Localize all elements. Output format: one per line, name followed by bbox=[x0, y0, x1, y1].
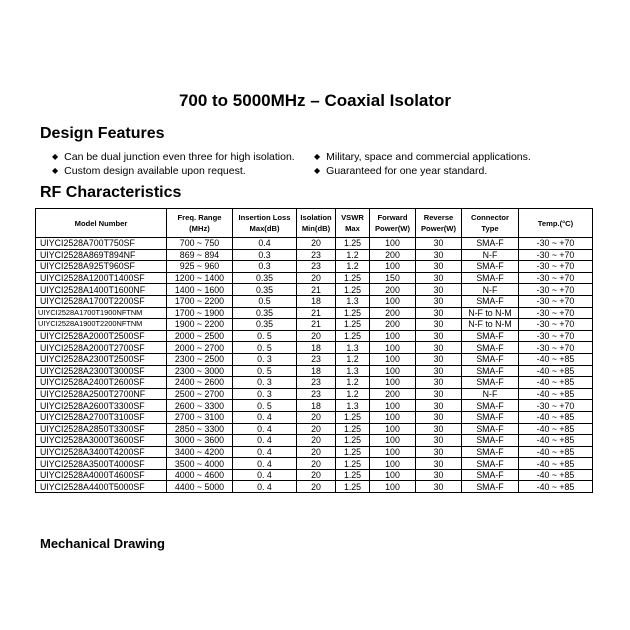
table-cell: 100 bbox=[370, 435, 416, 447]
model-number-cell: UIYCI2528A1400T1600NF bbox=[36, 284, 167, 296]
table-cell: -30 ~ +70 bbox=[519, 249, 593, 261]
model-number-cell: UIYCI2528A2000T2700SF bbox=[36, 342, 167, 354]
table-cell: 100 bbox=[370, 423, 416, 435]
model-number-cell: UIYCI2528A700T750SF bbox=[36, 238, 167, 250]
table-cell: 1.2 bbox=[336, 261, 370, 273]
table-cell: 0. 4 bbox=[233, 435, 297, 447]
table-cell: -40 ~ +85 bbox=[519, 435, 593, 447]
table-cell: 1.3 bbox=[336, 365, 370, 377]
table-cell: 23 bbox=[297, 353, 336, 365]
table-row bbox=[36, 411, 593, 423]
table-header-row bbox=[36, 209, 593, 238]
table-cell: 1.3 bbox=[336, 400, 370, 412]
table-cell: 0. 3 bbox=[233, 377, 297, 389]
table-cell: 20 bbox=[297, 423, 336, 435]
table-cell: 0.35 bbox=[233, 307, 297, 319]
table-cell: 1.3 bbox=[336, 295, 370, 307]
model-number-cell: UIYCI2528A2400T2600SF bbox=[36, 377, 167, 389]
table-row bbox=[36, 342, 593, 354]
table-cell: 100 bbox=[370, 365, 416, 377]
table-row bbox=[36, 481, 593, 493]
table-cell: 20 bbox=[297, 481, 336, 493]
model-number-cell: UIYCI2528A1900T2200NFTNM bbox=[36, 319, 167, 331]
table-cell: N-F bbox=[462, 249, 519, 261]
rf-characteristics-heading: RF Characteristics bbox=[40, 184, 182, 201]
column-header: Temp.(°C) bbox=[519, 209, 593, 238]
table-cell: 2500 ~ 2700 bbox=[167, 388, 233, 400]
table-cell: 0.35 bbox=[233, 272, 297, 284]
table-cell: 18 bbox=[297, 365, 336, 377]
table-cell: 1200 ~ 1400 bbox=[167, 272, 233, 284]
table-cell: SMA-F bbox=[462, 261, 519, 273]
table-cell: 20 bbox=[297, 272, 336, 284]
table-cell: 1.25 bbox=[336, 307, 370, 319]
table-cell: 100 bbox=[370, 411, 416, 423]
table-row bbox=[36, 249, 593, 261]
table-cell: 925 ~ 960 bbox=[167, 261, 233, 273]
table-cell: SMA-F bbox=[462, 411, 519, 423]
table-cell: 1.2 bbox=[336, 249, 370, 261]
table-row bbox=[36, 261, 593, 273]
table-cell: 100 bbox=[370, 400, 416, 412]
table-cell: 100 bbox=[370, 238, 416, 250]
table-cell: 30 bbox=[416, 295, 462, 307]
table-cell: 0. 5 bbox=[233, 400, 297, 412]
table-cell: 20 bbox=[297, 330, 336, 342]
table-cell: 30 bbox=[416, 353, 462, 365]
table-cell: 2400 ~ 2600 bbox=[167, 377, 233, 389]
model-number-cell: UIYCI2528A1700T1900NFTNM bbox=[36, 307, 167, 319]
table-cell: 30 bbox=[416, 330, 462, 342]
table-cell: 200 bbox=[370, 284, 416, 296]
table-cell: 1.25 bbox=[336, 330, 370, 342]
model-number-cell: UIYCI2528A4400T5000SF bbox=[36, 481, 167, 493]
table-cell: 30 bbox=[416, 400, 462, 412]
table-cell: 100 bbox=[370, 377, 416, 389]
table-cell: 4400 ~ 5000 bbox=[167, 481, 233, 493]
column-header: Reverse Power(W) bbox=[416, 209, 462, 238]
design-features-heading: Design Features bbox=[40, 125, 165, 142]
table-cell: 1.25 bbox=[336, 481, 370, 493]
table-cell: 20 bbox=[297, 469, 336, 481]
table-cell: 0.3 bbox=[233, 249, 297, 261]
table-row bbox=[36, 388, 593, 400]
table-cell: -30 ~ +70 bbox=[519, 400, 593, 412]
table-cell: SMA-F bbox=[462, 295, 519, 307]
table-cell: -30 ~ +70 bbox=[519, 238, 593, 250]
table-cell: 23 bbox=[297, 388, 336, 400]
model-number-cell: UIYCI2528A3400T4200SF bbox=[36, 446, 167, 458]
table-row bbox=[36, 353, 593, 365]
table-cell: 1.25 bbox=[336, 272, 370, 284]
column-header: Isolation Min(dB) bbox=[297, 209, 336, 238]
table-cell: 2850 ~ 3300 bbox=[167, 423, 233, 435]
table-cell: 20 bbox=[297, 238, 336, 250]
table-cell: 1.25 bbox=[336, 319, 370, 331]
column-header: VSWR Max bbox=[336, 209, 370, 238]
table-cell: 30 bbox=[416, 435, 462, 447]
table-cell: 23 bbox=[297, 249, 336, 261]
table-cell: 30 bbox=[416, 423, 462, 435]
table-cell: 30 bbox=[416, 365, 462, 377]
table-cell: 30 bbox=[416, 458, 462, 470]
table-cell: 1.25 bbox=[336, 423, 370, 435]
model-number-cell: UIYCI2528A4000T4600SF bbox=[36, 469, 167, 481]
table-cell: SMA-F bbox=[462, 353, 519, 365]
column-header: Model Number bbox=[36, 209, 167, 238]
model-number-cell: UIYCI2528A3500T4000SF bbox=[36, 458, 167, 470]
table-cell: SMA-F bbox=[462, 400, 519, 412]
table-cell: 2600 ~ 3300 bbox=[167, 400, 233, 412]
model-number-cell: UIYCI2528A1200T1400SF bbox=[36, 272, 167, 284]
table-row bbox=[36, 365, 593, 377]
model-number-cell: UIYCI2528A3000T3600SF bbox=[36, 435, 167, 447]
table-cell: 100 bbox=[370, 481, 416, 493]
table-cell: 100 bbox=[370, 261, 416, 273]
table-cell: 1.3 bbox=[336, 342, 370, 354]
table-cell: 30 bbox=[416, 238, 462, 250]
table-cell: 2000 ~ 2700 bbox=[167, 342, 233, 354]
table-row bbox=[36, 307, 593, 319]
diamond-bullet-icon: ◆ bbox=[314, 152, 321, 161]
table-cell: 30 bbox=[416, 388, 462, 400]
table-cell: SMA-F bbox=[462, 330, 519, 342]
table-cell: N-F to N-M bbox=[462, 307, 519, 319]
table-cell: -40 ~ +85 bbox=[519, 353, 593, 365]
table-cell: 3000 ~ 3600 bbox=[167, 435, 233, 447]
model-number-cell: UIYCI2528A925T960SF bbox=[36, 261, 167, 273]
table-cell: -40 ~ +85 bbox=[519, 388, 593, 400]
table-cell: -40 ~ +85 bbox=[519, 469, 593, 481]
table-cell: SMA-F bbox=[462, 377, 519, 389]
table-cell: 30 bbox=[416, 261, 462, 273]
column-header: Connector Type bbox=[462, 209, 519, 238]
table-row bbox=[36, 295, 593, 307]
table-cell: -30 ~ +70 bbox=[519, 272, 593, 284]
table-cell: 2700 ~ 3100 bbox=[167, 411, 233, 423]
feature-item: ◆ Custom design available upon request. bbox=[52, 165, 246, 177]
table-cell: 1.25 bbox=[336, 469, 370, 481]
table-cell: SMA-F bbox=[462, 469, 519, 481]
model-number-cell: UIYCI2528A1700T2200SF bbox=[36, 295, 167, 307]
table-cell: 0. 3 bbox=[233, 388, 297, 400]
table-cell: -40 ~ +85 bbox=[519, 458, 593, 470]
table-cell: -40 ~ +85 bbox=[519, 377, 593, 389]
cut-off-heading: Mechanical Drawing bbox=[40, 536, 165, 551]
table-cell: 700 ~ 750 bbox=[167, 238, 233, 250]
table-cell: 0. 5 bbox=[233, 330, 297, 342]
table-row bbox=[36, 469, 593, 481]
model-number-cell: UIYCI2528A2300T3000SF bbox=[36, 365, 167, 377]
table-cell: -30 ~ +70 bbox=[519, 342, 593, 354]
table-row bbox=[36, 272, 593, 284]
table-cell: SMA-F bbox=[462, 342, 519, 354]
table-cell: 0. 4 bbox=[233, 458, 297, 470]
table-cell: 1700 ~ 2200 bbox=[167, 295, 233, 307]
table-cell: -40 ~ +85 bbox=[519, 481, 593, 493]
table-cell: 0. 3 bbox=[233, 353, 297, 365]
table-cell: 200 bbox=[370, 319, 416, 331]
table-cell: SMA-F bbox=[462, 458, 519, 470]
model-number-cell: UIYCI2528A2600T3300SF bbox=[36, 400, 167, 412]
table-cell: 0.3 bbox=[233, 261, 297, 273]
table-cell: 200 bbox=[370, 249, 416, 261]
table-cell: 0. 4 bbox=[233, 469, 297, 481]
table-cell: 0.5 bbox=[233, 295, 297, 307]
table-cell: SMA-F bbox=[462, 446, 519, 458]
table-cell: 21 bbox=[297, 284, 336, 296]
table-cell: 100 bbox=[370, 446, 416, 458]
table-cell: 0. 4 bbox=[233, 423, 297, 435]
table-cell: N-F bbox=[462, 284, 519, 296]
table-cell: 0. 5 bbox=[233, 342, 297, 354]
table-row bbox=[36, 446, 593, 458]
table-row bbox=[36, 458, 593, 470]
table-cell: 1.25 bbox=[336, 435, 370, 447]
table-cell: 1.2 bbox=[336, 377, 370, 389]
table-row bbox=[36, 400, 593, 412]
column-header: Forward Power(W) bbox=[370, 209, 416, 238]
table-cell: -40 ~ +85 bbox=[519, 365, 593, 377]
table-cell: -40 ~ +85 bbox=[519, 423, 593, 435]
table-cell: 1.25 bbox=[336, 458, 370, 470]
table-cell: 200 bbox=[370, 307, 416, 319]
table-cell: 0. 4 bbox=[233, 481, 297, 493]
table-cell: 23 bbox=[297, 377, 336, 389]
table-cell: 1.25 bbox=[336, 411, 370, 423]
diamond-bullet-icon: ◆ bbox=[52, 166, 59, 175]
feature-item: ◆ Can be dual junction even three for high isolation. bbox=[52, 151, 295, 163]
table-cell: 30 bbox=[416, 342, 462, 354]
table-cell: 0. 4 bbox=[233, 411, 297, 423]
table-cell: 2300 ~ 2500 bbox=[167, 353, 233, 365]
table-cell: 100 bbox=[370, 353, 416, 365]
table-cell: 20 bbox=[297, 435, 336, 447]
diamond-bullet-icon: ◆ bbox=[52, 152, 59, 161]
model-number-cell: UIYCI2528A2300T2500SF bbox=[36, 353, 167, 365]
diamond-bullet-icon: ◆ bbox=[314, 166, 321, 175]
table-cell: 30 bbox=[416, 481, 462, 493]
table-cell: 18 bbox=[297, 295, 336, 307]
table-cell: 30 bbox=[416, 411, 462, 423]
table-cell: 0.35 bbox=[233, 319, 297, 331]
table-cell: 30 bbox=[416, 377, 462, 389]
table-row bbox=[36, 238, 593, 250]
table-cell: 3400 ~ 4200 bbox=[167, 446, 233, 458]
table-cell: 1400 ~ 1600 bbox=[167, 284, 233, 296]
table-row bbox=[36, 330, 593, 342]
table-cell: 30 bbox=[416, 284, 462, 296]
model-number-cell: UIYCI2528A2500T2700NF bbox=[36, 388, 167, 400]
table-cell: -30 ~ +70 bbox=[519, 330, 593, 342]
table-cell: 1.2 bbox=[336, 353, 370, 365]
table-cell: 21 bbox=[297, 319, 336, 331]
table-cell: SMA-F bbox=[462, 423, 519, 435]
page-title: 700 to 5000MHz – Coaxial Isolator bbox=[178, 91, 452, 110]
table-cell: 1700 ~ 1900 bbox=[167, 307, 233, 319]
table-cell: 30 bbox=[416, 249, 462, 261]
table-cell: -30 ~ +70 bbox=[519, 307, 593, 319]
rf-characteristics-table bbox=[35, 208, 593, 493]
column-header: Insertion Loss Max(dB) bbox=[233, 209, 297, 238]
table-cell: 30 bbox=[416, 319, 462, 331]
model-number-cell: UIYCI2528A2850T3300SF bbox=[36, 423, 167, 435]
table-cell: N-F to N-M bbox=[462, 319, 519, 331]
table-cell: 18 bbox=[297, 342, 336, 354]
table-cell: 150 bbox=[370, 272, 416, 284]
table-cell: 1.25 bbox=[336, 446, 370, 458]
table-cell: N-F bbox=[462, 388, 519, 400]
feature-item: ◆ Military, space and commercial applications. bbox=[314, 151, 531, 163]
table-cell: 100 bbox=[370, 295, 416, 307]
table-cell: 30 bbox=[416, 307, 462, 319]
table-cell: 2000 ~ 2500 bbox=[167, 330, 233, 342]
table-cell: 20 bbox=[297, 411, 336, 423]
table-cell: 30 bbox=[416, 272, 462, 284]
table-row bbox=[36, 319, 593, 331]
table-cell: 0.35 bbox=[233, 284, 297, 296]
table-cell: 23 bbox=[297, 261, 336, 273]
table-cell: 200 bbox=[370, 388, 416, 400]
table-cell: SMA-F bbox=[462, 435, 519, 447]
table-cell: 869 ~ 894 bbox=[167, 249, 233, 261]
table-cell: 3500 ~ 4000 bbox=[167, 458, 233, 470]
table-cell: 2300 ~ 3000 bbox=[167, 365, 233, 377]
table-row bbox=[36, 423, 593, 435]
table-row bbox=[36, 435, 593, 447]
table-cell: 18 bbox=[297, 400, 336, 412]
column-header: Freq. Range (MHz) bbox=[167, 209, 233, 238]
model-number-cell: UIYCI2528A2000T2500SF bbox=[36, 330, 167, 342]
table-cell: 1.25 bbox=[336, 238, 370, 250]
table-cell: 30 bbox=[416, 446, 462, 458]
table-cell: 100 bbox=[370, 469, 416, 481]
table-cell: SMA-F bbox=[462, 481, 519, 493]
feature-item: ◆ Guaranteed for one year standard. bbox=[314, 165, 488, 177]
table-cell: 0. 4 bbox=[233, 446, 297, 458]
table-cell: 30 bbox=[416, 469, 462, 481]
table-cell: -30 ~ +70 bbox=[519, 284, 593, 296]
table-cell: -30 ~ +70 bbox=[519, 261, 593, 273]
table-cell: 1.2 bbox=[336, 388, 370, 400]
table-cell: -40 ~ +85 bbox=[519, 446, 593, 458]
table-cell: SMA-F bbox=[462, 365, 519, 377]
table-cell: -30 ~ +70 bbox=[519, 319, 593, 331]
table-cell: SMA-F bbox=[462, 238, 519, 250]
table-cell: -30 ~ +70 bbox=[519, 295, 593, 307]
table-cell: 1.25 bbox=[336, 284, 370, 296]
table-row bbox=[36, 284, 593, 296]
table-cell: 0. 5 bbox=[233, 365, 297, 377]
table-body bbox=[36, 238, 593, 493]
table-cell: 0.4 bbox=[233, 238, 297, 250]
table-cell: 100 bbox=[370, 342, 416, 354]
table-cell: 4000 ~ 4600 bbox=[167, 469, 233, 481]
table-row bbox=[36, 377, 593, 389]
table-cell: 20 bbox=[297, 458, 336, 470]
model-number-cell: UIYCI2528A2700T3100SF bbox=[36, 411, 167, 423]
table-cell: 20 bbox=[297, 446, 336, 458]
table-cell: 100 bbox=[370, 330, 416, 342]
table-cell: -40 ~ +85 bbox=[519, 411, 593, 423]
model-number-cell: UIYCI2528A869T894NF bbox=[36, 249, 167, 261]
table-cell: SMA-F bbox=[462, 272, 519, 284]
table-cell: 100 bbox=[370, 458, 416, 470]
table-cell: 1900 ~ 2200 bbox=[167, 319, 233, 331]
table-cell: 21 bbox=[297, 307, 336, 319]
